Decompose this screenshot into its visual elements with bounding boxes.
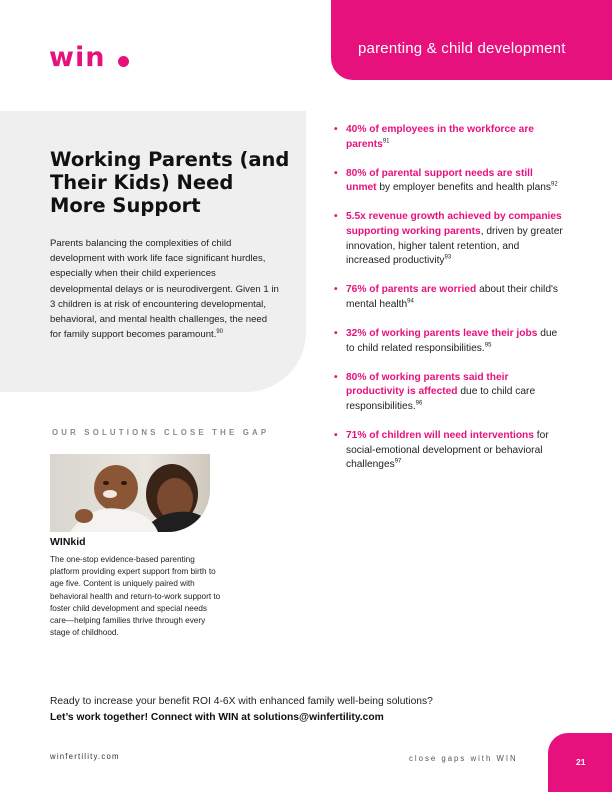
page-title: Working Parents (and Their Kids) Need More Support — [50, 148, 290, 217]
cta-question: Ready to increase your benefit ROI 4-6X with enhanced family well-being solutions? — [50, 696, 433, 707]
stat-highlight: 80% of working parents said their productivity is affected — [346, 371, 509, 398]
baby-and-parent-image — [50, 454, 210, 532]
page-number-tab — [548, 733, 612, 792]
stat-ref: 95 — [484, 342, 492, 349]
cta-contact: Let’s work together! Connect with WIN at solutions@winfertility.com — [50, 712, 384, 723]
bullet-icon: • — [334, 371, 338, 383]
intro-text: Parents balancing the complexities of child development with work life face significant hurdles, especially when their child experiences developmental delays or is neurodivergent. Given 1 in 3 children is at risk of encountering developmental, behavioral, and mental health challenges, the need for family support becomes paramount. — [50, 238, 279, 341]
stat-text: for social-emotional development or behavioral challenges — [346, 429, 549, 471]
stat-item — [334, 327, 564, 356]
stat-item — [334, 210, 564, 268]
stat-item — [334, 123, 564, 152]
bullet-icon: • — [334, 327, 338, 339]
stat-item — [334, 371, 564, 415]
product-name: WINkid — [50, 536, 86, 548]
win-logo — [49, 43, 105, 73]
stat-ref: 91 — [382, 138, 390, 145]
stat-highlight: 40% of employees in the workforce are parents — [346, 124, 534, 150]
logo-wordmark: win — [49, 42, 106, 73]
bullet-icon: • — [334, 429, 338, 441]
intro-ref: 90 — [216, 329, 224, 336]
stat-text: by employer benefits and health plans — [376, 182, 551, 194]
stat-highlight: 71% of children will need interventions — [346, 429, 534, 441]
intro-paragraph — [50, 236, 280, 342]
stat-ref: 94 — [407, 298, 414, 305]
stat-item — [334, 429, 564, 473]
stat-text: due to child related responsibilities. — [346, 327, 558, 354]
stat-text: due to child care responsibilities. — [346, 386, 536, 412]
footer-website: winfertility.com — [50, 752, 120, 761]
bullet-icon: • — [334, 284, 338, 296]
bullet-icon: • — [334, 167, 338, 179]
stat-highlight: 76% of parents are worried — [346, 284, 477, 296]
stat-ref: 93 — [444, 254, 452, 261]
topic-label: parenting & child development — [358, 40, 566, 57]
stat-ref: 97 — [394, 458, 402, 465]
stat-text: about their child's mental health — [346, 284, 559, 310]
stat-highlight: 32% of working parents leave their jobs — [346, 327, 538, 339]
footer-tagline: close gaps with WIN — [409, 754, 518, 763]
page-number: 21 — [576, 757, 586, 767]
stat-ref: 92 — [551, 181, 558, 188]
stat-item — [334, 167, 564, 196]
stats-list — [334, 123, 564, 487]
solutions-heading: OUR SOLUTIONS CLOSE THE GAP — [52, 428, 270, 437]
winkid-photo — [50, 454, 210, 532]
topic-banner — [331, 0, 612, 80]
stat-highlight: 5.5x revenue growth achieved by companies supporting working parents — [346, 211, 562, 237]
bullet-icon: • — [334, 124, 338, 135]
bullet-icon: • — [334, 211, 338, 223]
logo-dot-icon — [118, 56, 129, 67]
stat-item — [334, 283, 564, 312]
product-description: The one-stop evidence-based parenting platform providing expert support from birth to age five. Content is uniquely paired with behavioral health and return-to-work support to foster child development and special needs care—helping families thrive through every stage of childhood. — [50, 555, 221, 638]
stat-text: , driven by greater innovation, higher talent retention, and increased productivity — [346, 225, 563, 267]
stat-highlight: 80% of parental support needs are still unmet — [346, 167, 533, 194]
stat-ref: 96 — [415, 400, 423, 407]
